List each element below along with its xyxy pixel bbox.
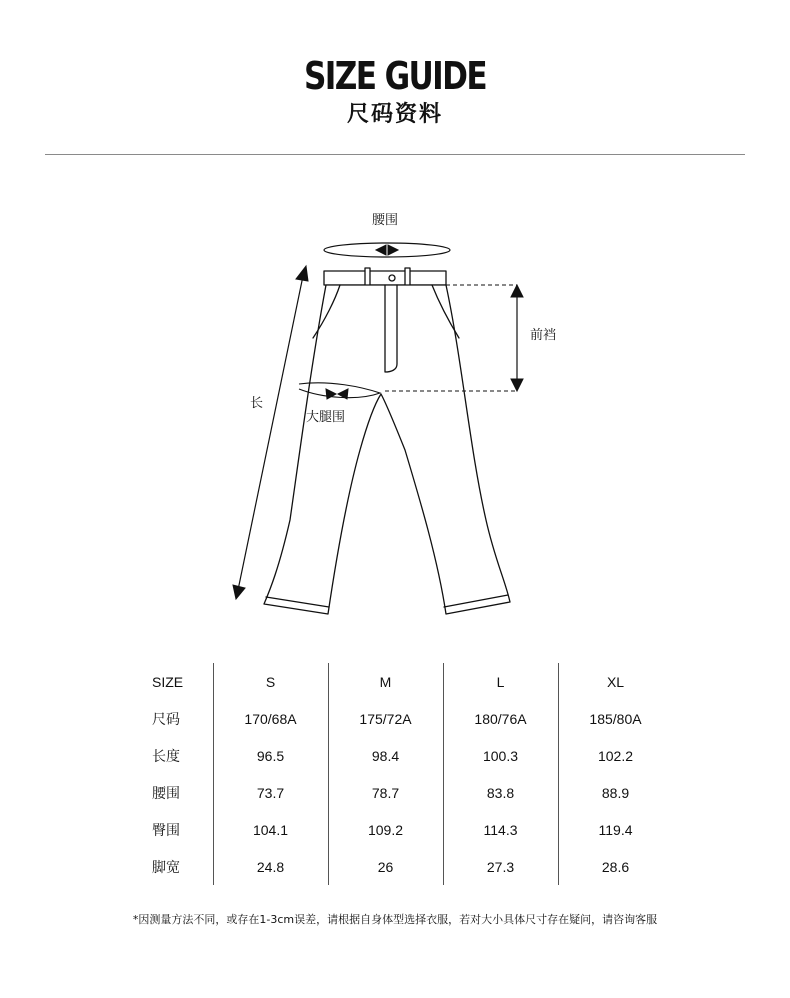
table-cell: 27.3	[443, 848, 558, 885]
table-cell: 104.1	[213, 811, 328, 848]
table-cell: 88.9	[558, 774, 673, 811]
table-cell: 73.7	[213, 774, 328, 811]
row-label: 脚宽	[152, 858, 180, 875]
table-row	[135, 700, 673, 737]
table-cell: 109.2	[328, 811, 443, 848]
table-cell: 175/72A	[328, 700, 443, 737]
table-cell: 100.3	[443, 737, 558, 774]
row-label: 腰围	[152, 784, 180, 801]
table-header-row	[135, 663, 673, 700]
table-header-cell: XL	[558, 663, 673, 700]
table-header-cell: S	[213, 663, 328, 700]
table-cell: 180/76A	[443, 700, 558, 737]
table-cell: 98.4	[328, 737, 443, 774]
table-header-cell: L	[443, 663, 558, 700]
table-cell: 114.3	[443, 811, 558, 848]
row-label: 长度	[152, 747, 180, 764]
page-subtitle: 尺码资料	[346, 102, 443, 127]
front-rise-label: 前裆	[530, 328, 557, 343]
thigh-label: 大腿围	[306, 410, 346, 425]
footnote: *因测量方法不同，或存在1-3cm误差，请根据自身体型选择衣服，若对大小具体尺寸存在疑问，请咨询客服	[132, 913, 658, 926]
table-row	[135, 811, 673, 848]
table-header-cell: M	[328, 663, 443, 700]
table-cell: 78.7	[328, 774, 443, 811]
table-row	[135, 848, 673, 885]
table-cell: 96.5	[213, 737, 328, 774]
length-label: 长	[250, 396, 264, 411]
table-cell: 170/68A	[213, 700, 328, 737]
table-cell: 119.4	[558, 811, 673, 848]
row-label: 臀围	[152, 821, 180, 838]
table-cell: 83.8	[443, 774, 558, 811]
table-row	[135, 737, 673, 774]
row-label: 尺码	[152, 710, 180, 727]
waist-label: 腰围	[372, 213, 399, 228]
size-table	[135, 663, 673, 885]
waist-measure	[324, 243, 450, 257]
waistband-shape	[324, 271, 446, 285]
table-header-cell: SIZE	[152, 673, 184, 690]
pants-outline	[264, 285, 510, 614]
table-cell: 185/80A	[558, 700, 673, 737]
table-cell: 24.8	[213, 848, 328, 885]
table-cell: 28.6	[558, 848, 673, 885]
table-row	[135, 774, 673, 811]
table-cell: 26	[328, 848, 443, 885]
table-cell: 102.2	[558, 737, 673, 774]
page-title: SIZE GUIDE	[304, 54, 486, 98]
